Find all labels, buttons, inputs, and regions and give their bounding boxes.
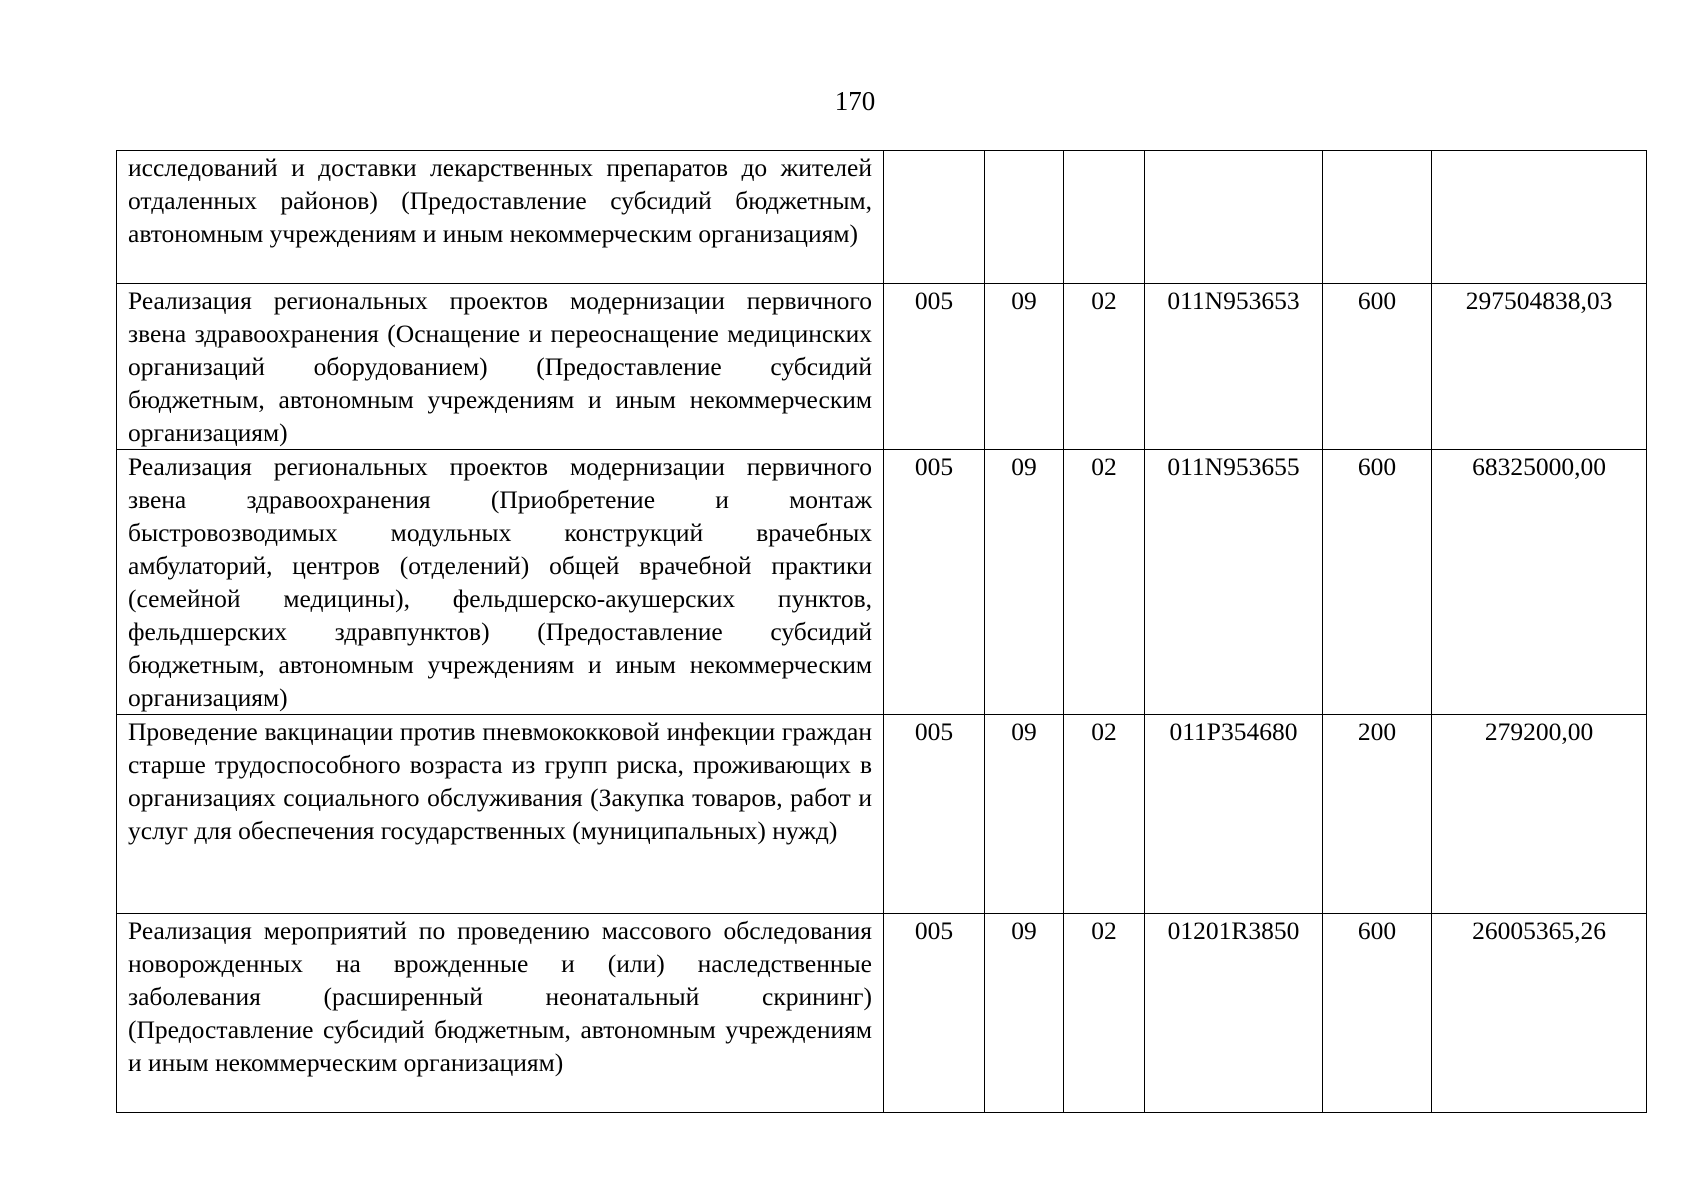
table-row — [117, 151, 1647, 284]
table-row — [117, 284, 1647, 450]
subsection-code: 02 — [1064, 715, 1145, 914]
amount-value: 279200,00 — [1432, 715, 1647, 914]
row-description: Реализация мероприятий по проведению массового обследования новорожденных на врожденные и (или) наследственные заболевания (расширенный неонатальный скрининг) (Предоставление субсидий бюджетным, автономным учреждениям и иным некоммерческим организациям) — [117, 914, 884, 1113]
target-item-code: 01201R3850 — [1145, 914, 1323, 1113]
page-number: 170 — [834, 86, 876, 116]
expense-type-code: 600 — [1323, 914, 1432, 1113]
amount-value: 26005365,26 — [1432, 914, 1647, 1113]
table-row — [117, 914, 1647, 1113]
row-description: Реализация региональных проектов модернизации первичного звена здравоохранения (Оснащение и переоснащение медицинских организаций оборудованием) (Предоставление субсидий бюджетным, автономным учреждениям и иным некоммерческим организациям) — [117, 284, 884, 450]
section-code: 09 — [985, 715, 1064, 914]
target-item-code: 011N953655 — [1145, 450, 1323, 715]
ministry-code: 005 — [884, 284, 985, 450]
subsection-code: 02 — [1064, 914, 1145, 1113]
amount-value — [1432, 151, 1647, 284]
expense-type-code: 600 — [1323, 284, 1432, 450]
row-description: исследований и доставки лекарственных препаратов до жителей отдаленных районов) (Предоставление субсидий бюджетным, автономным учреждениям и иным некоммерческим организациям) — [117, 151, 884, 284]
subsection-code: 02 — [1064, 284, 1145, 450]
target-item-code — [1145, 151, 1323, 284]
row-description: Реализация региональных проектов модернизации первичного звена здравоохранения (Приобретение и монтаж быстровозводимых модульных конструкций врачебных амбулаторий, центров (отделений) общей врачебной практики (семейной медицины), фельдшерско-акушерских пунктов, фельдшерских здравпунктов) (Предоставление субсидий бюджетным, автономным учреждениям и иным некоммерческим организациям) — [117, 450, 884, 715]
subsection-code: 02 — [1064, 450, 1145, 715]
table-row — [117, 715, 1647, 914]
section-code: 09 — [985, 450, 1064, 715]
expense-type-code: 200 — [1323, 715, 1432, 914]
section-code: 09 — [985, 914, 1064, 1113]
target-item-code: 011P354680 — [1145, 715, 1323, 914]
subsection-code — [1064, 151, 1145, 284]
table-row — [117, 450, 1647, 715]
ministry-code — [884, 151, 985, 284]
row-description: Проведение вакцинации против пневмококковой инфекции граждан старше трудоспособного возраста из групп риска, проживающих в организациях социального обслуживания (Закупка товаров, работ и услуг для обеспечения государственных (муниципальных) нужд) — [117, 715, 884, 914]
amount-value: 297504838,03 — [1432, 284, 1647, 450]
expense-type-code — [1323, 151, 1432, 284]
ministry-code: 005 — [884, 450, 985, 715]
ministry-code: 005 — [884, 914, 985, 1113]
ministry-code: 005 — [884, 715, 985, 914]
target-item-code: 011N953653 — [1145, 284, 1323, 450]
section-code — [985, 151, 1064, 284]
amount-value: 68325000,00 — [1432, 450, 1647, 715]
section-code: 09 — [985, 284, 1064, 450]
budget-table — [116, 150, 1647, 1113]
expense-type-code: 600 — [1323, 450, 1432, 715]
